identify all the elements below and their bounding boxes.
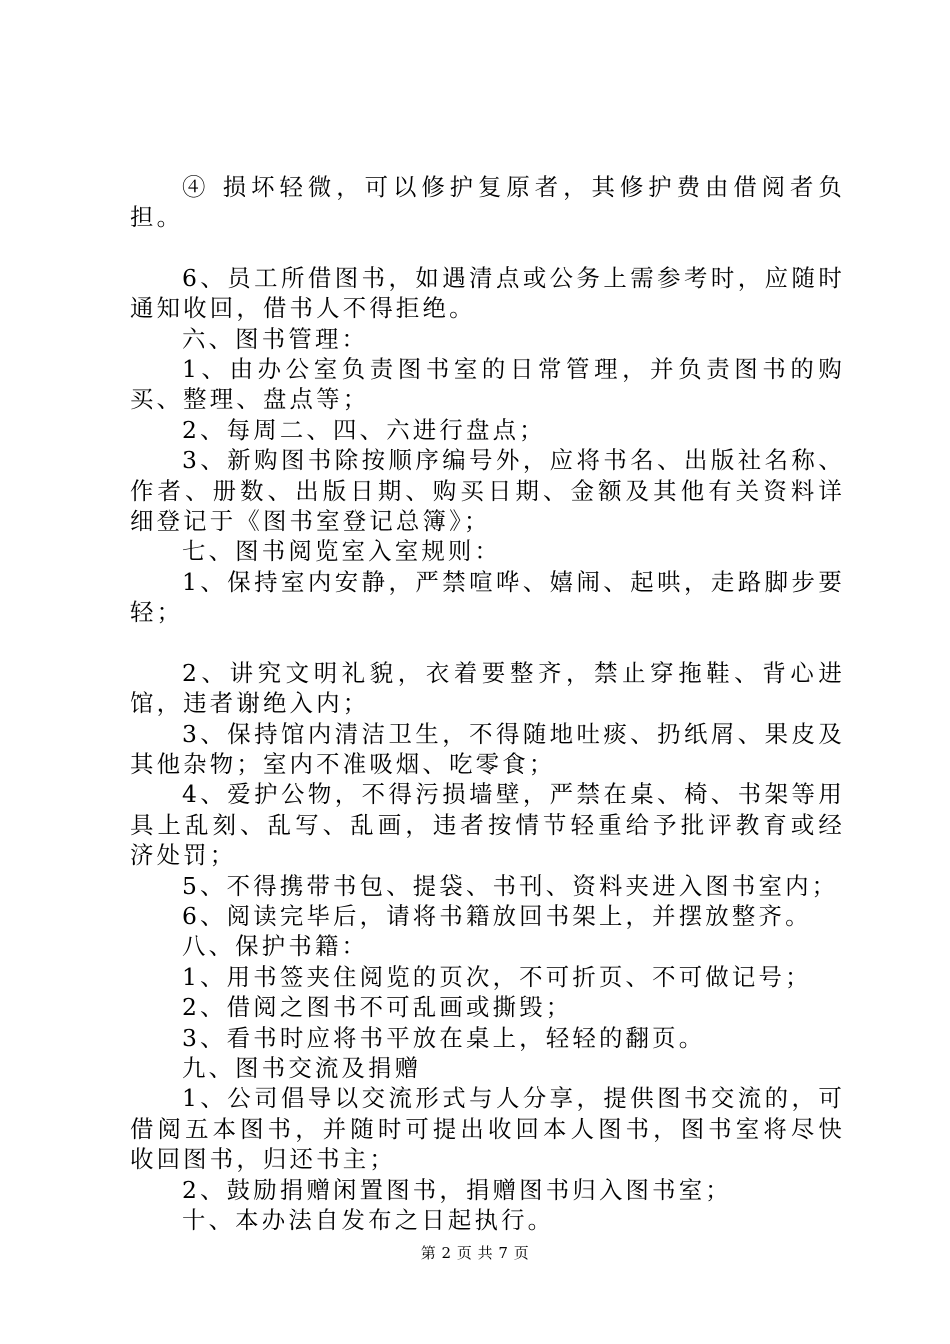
paragraph-damage-repair: ④ 损坏轻微，可以修护复原者，其修护费由借阅者负担。 [130, 173, 845, 232]
paragraph-recall-books: 6、员工所借图书，如遇清点或公务上需参考时，应随时通知收回，借书人不得拒绝。 [130, 263, 845, 323]
paragraph-protect-3: 3、看书时应将书平放在桌上，轻轻的翻页。 [182, 1023, 706, 1052]
paragraph-rule-5: 5、不得携带书包、提袋、书刊、资料夹进入图书室内； [182, 871, 839, 900]
paragraph-management-3: 3、新购图书除按顺序编号外，应将书名、出版社名称、作者、册数、出版日期、购买日期、金额及其他有关资料详细登记于《图书室登记总簿》； [130, 446, 845, 536]
paragraph-protect-1: 1、用书签夹住阅览的页次，不可折页、不可做记号； [182, 962, 812, 991]
paragraph-management-1: 1、由办公室负责图书室的日常管理，并负责图书的购买、整理、盘点等； [130, 355, 845, 414]
paragraph-rule-3: 3、保持馆内清洁卫生，不得随地吐痰、扔纸屑、果皮及其他杂物；室内不准吸烟、吃零食； [130, 719, 845, 778]
section-heading-effective-date: 十、本办法自发布之日起执行。 [182, 1206, 555, 1234]
section-heading-protect-books: 八、保护书籍： [182, 932, 369, 961]
paragraph-rule-6: 6、阅读完毕后，请将书籍放回书架上，并摆放整齐。 [182, 901, 812, 930]
section-heading-exchange-donation: 九、图书交流及捐赠 [182, 1053, 422, 1082]
section-heading-book-management: 六、图书管理： [182, 324, 369, 353]
page-number-footer: 第 2 页 共 7 页 [420, 1244, 530, 1262]
paragraph-rule-4: 4、爱护公物，不得污损墙壁，严禁在桌、椅、书架等用具上乱刻、乱写、乱画，违者按情节轻重给予批评教育或经济处罚； [130, 780, 845, 870]
section-heading-reading-room-rules: 七、图书阅览室入室规则： [182, 537, 502, 566]
paragraph-rule-2: 2、讲究文明礼貌，衣着要整齐，禁止穿拖鞋、背心进馆，违者谢绝入内； [130, 658, 845, 718]
paragraph-rule-1: 1、保持室内安静，严禁喧哗、嬉闹、起哄，走路脚步要轻； [130, 567, 845, 627]
paragraph-protect-2: 2、借阅之图书不可乱画或撕毁； [182, 993, 573, 1022]
paragraph-management-2: 2、每周二、四、六进行盘点； [182, 415, 546, 444]
document-body [130, 172, 845, 1235]
paragraph-exchange-1: 1、公司倡导以交流形式与人分享，提供图书交流的，可借阅五本图书，并随时可提出收回本人图书，图书室将尽快收回图书，归还书主； [130, 1084, 845, 1174]
paragraph-exchange-2: 2、鼓励捐赠闲置图书，捐赠图书归入图书室； [182, 1175, 732, 1204]
